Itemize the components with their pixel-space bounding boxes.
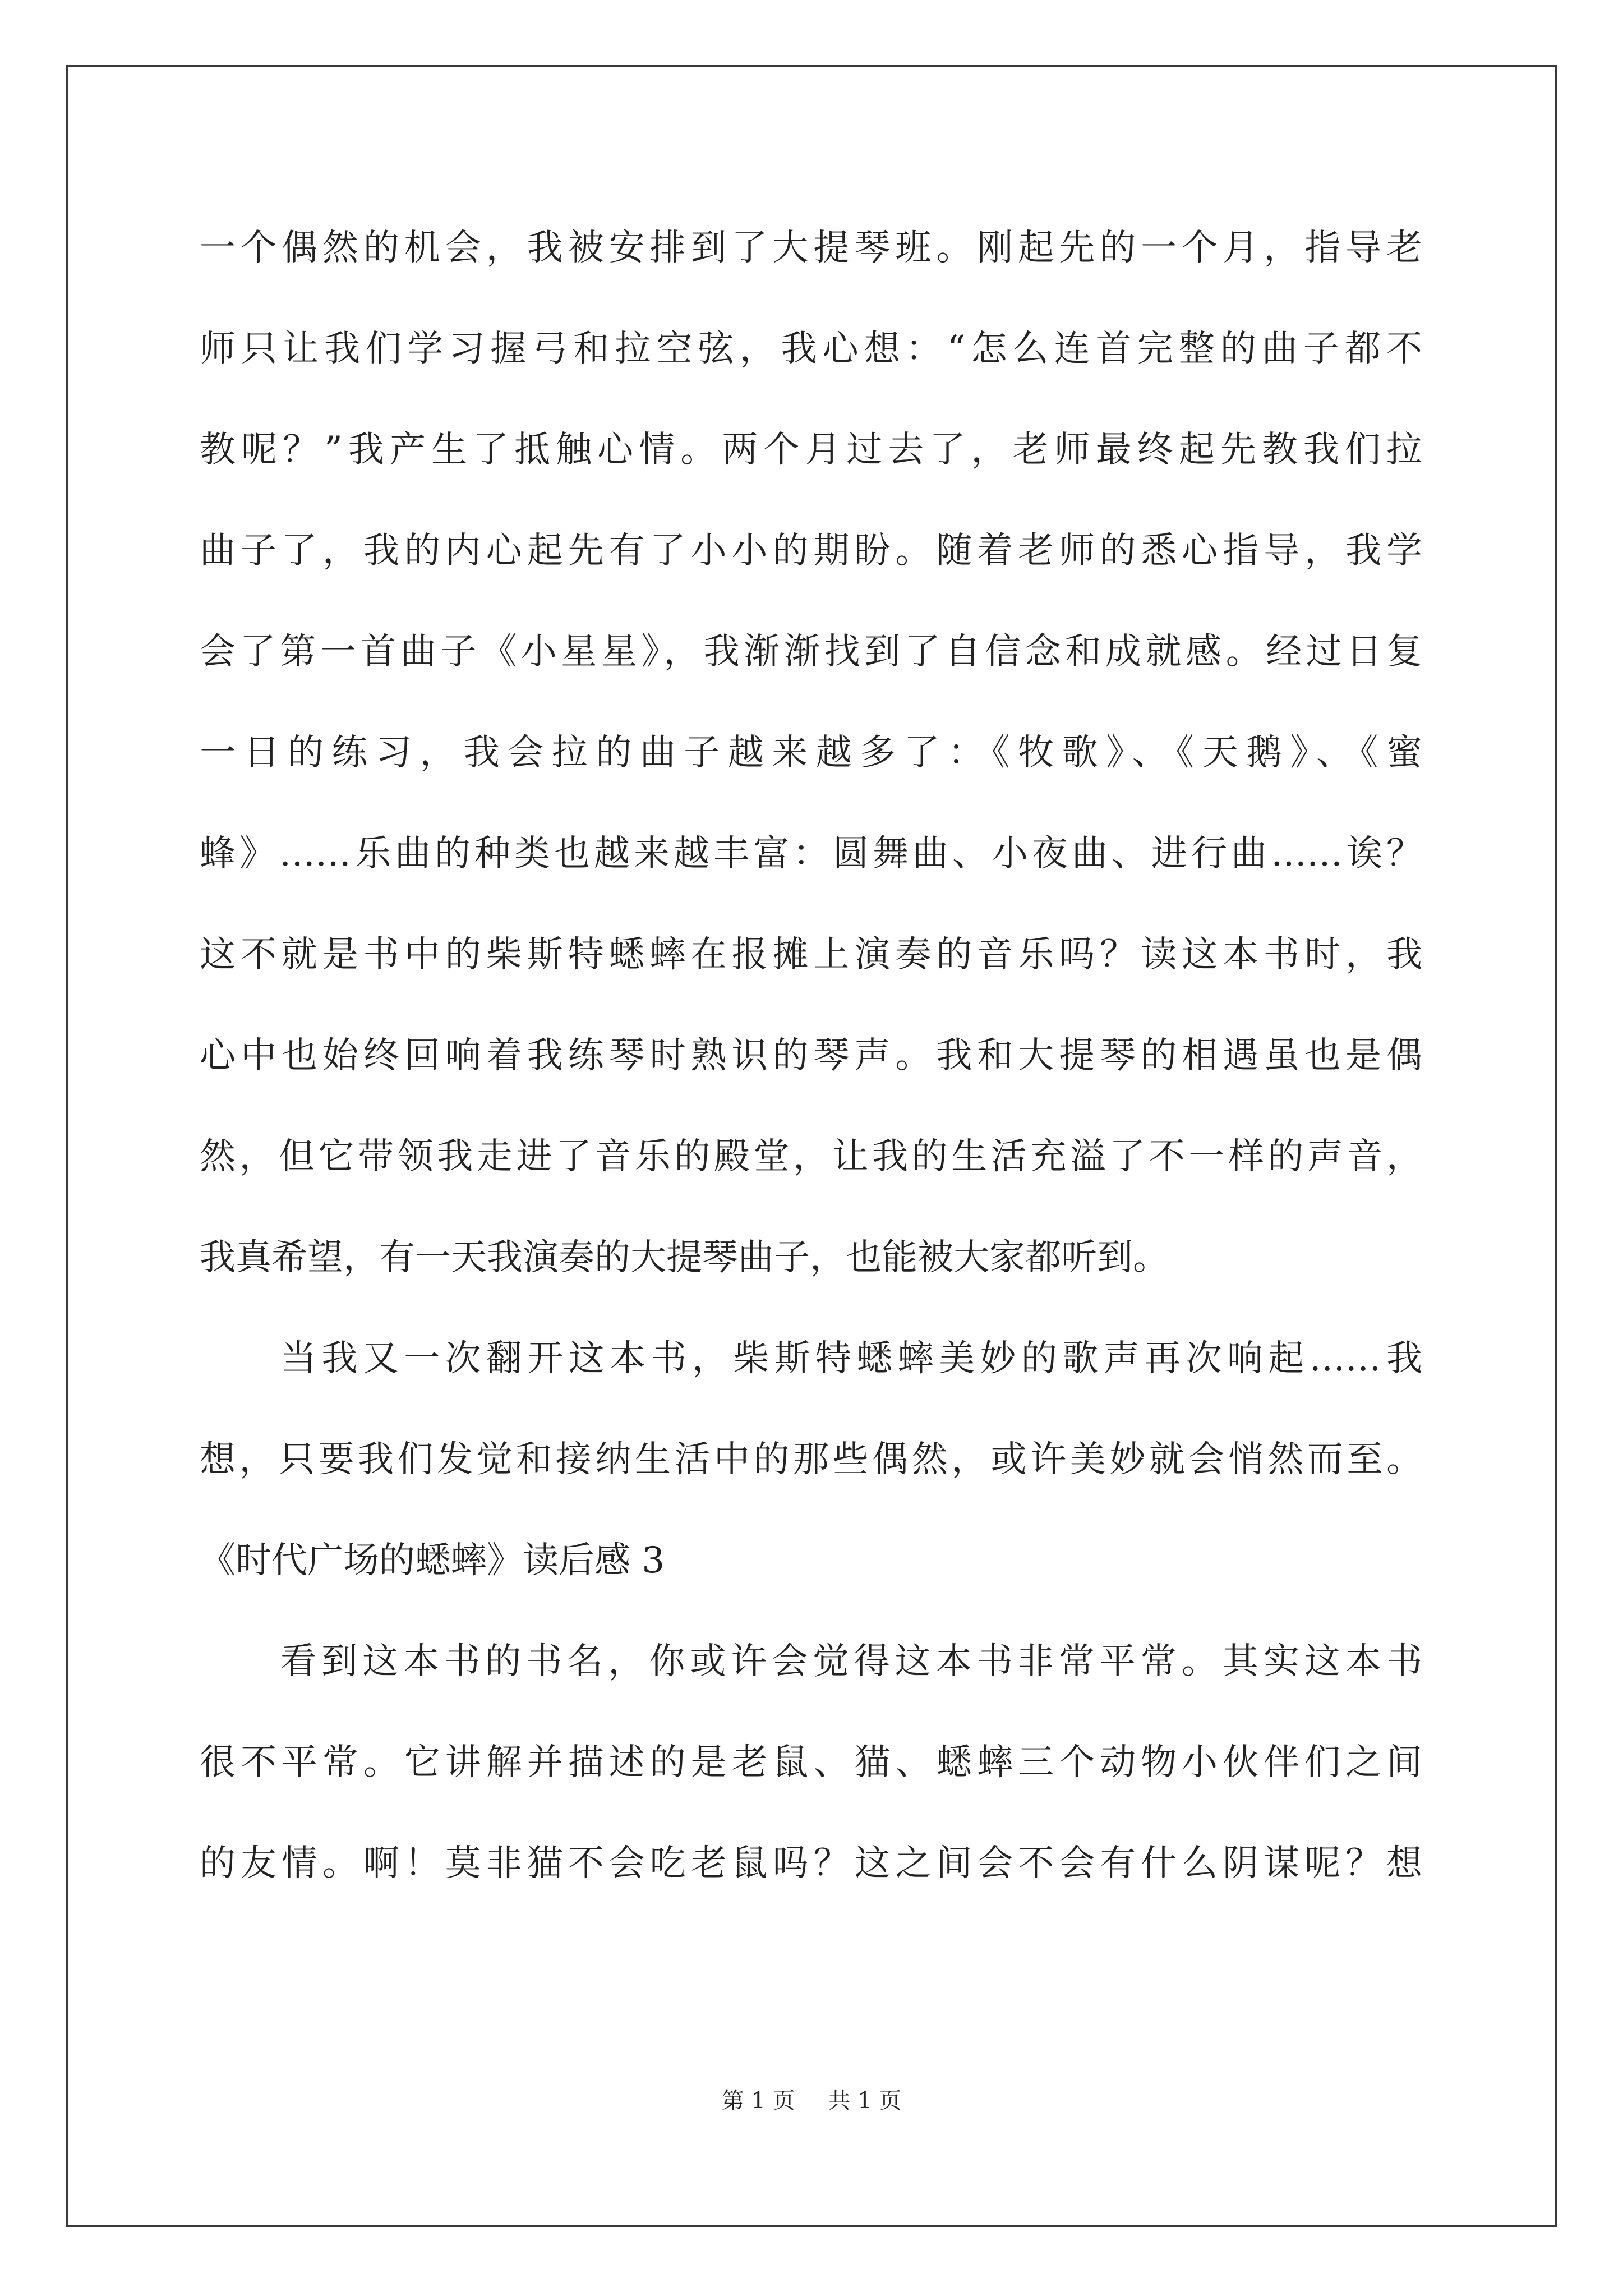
- text-line: 看到这本书的书名，你或许会觉得这本书非常平常。其实这本书: [280, 1641, 1422, 1682]
- text-line: 一日的练习，我会拉的曲子越来越多了：《牧歌》、《天鹅》、《蜜: [200, 732, 1422, 774]
- text-line: 曲子了，我的内心起先有了小小的期盼。随着老师的悉心指导，我学: [200, 530, 1422, 572]
- text-line: 的友情。啊！莫非猫不会吃老鼠吗？这之间会不会有什么阴谋呢？想: [200, 1843, 1422, 1884]
- text-line: 很不平常。它讲解并描述的是老鼠、猫、蟋蟀三个动物小伙伴们之间: [200, 1742, 1422, 1783]
- text-line: 一个偶然的机会，我被安排到了大提琴班。刚起先的一个月，指导老: [200, 227, 1422, 269]
- text-line: 我真希望，有一天我演奏的大提琴曲子，也能被大家都听到。: [200, 1237, 1169, 1278]
- page-footer: [0, 2087, 1623, 2115]
- section-heading: 《时代广场的蟋蟀》读后感 3: [200, 1540, 665, 1581]
- page-number: 第 1 页: [721, 2088, 795, 2114]
- text-line: 然，但它带领我走进了音乐的殿堂，让我的生活充溢了不一样的声音，: [200, 1136, 1422, 1177]
- text-line: 师只让我们学习握弓和拉空弦，我心想：“怎么连首完整的曲子都不: [200, 328, 1422, 370]
- text-line: 会了第一首曲子《小星星》，我渐渐找到了自信念和成就感。经过日复: [200, 631, 1422, 673]
- text-line: 这不就是书中的柴斯特蟋蟀在报摊上演奏的音乐吗？读这本书时，我: [200, 934, 1422, 976]
- text-line: 教呢？”我产生了抵触心情。两个月过去了，老师最终起先教我们拉: [200, 429, 1422, 471]
- text-line: 想，只要我们发觉和接纳生活中的那些偶然，或许美妙就会悄然而至。: [200, 1439, 1422, 1480]
- text-line: 心中也始终回响着我练琴时熟识的琴声。我和大提琴的相遇虽也是偶: [200, 1035, 1422, 1076]
- text-line: 当我又一次翻开这本书，柴斯特蟋蟀美妙的歌声再次响起……我: [280, 1338, 1422, 1379]
- page-total: 共 1 页: [828, 2088, 902, 2114]
- text-line: 蜂》……乐曲的种类也越来越丰富：圆舞曲、小夜曲、进行曲……诶？: [200, 833, 1422, 875]
